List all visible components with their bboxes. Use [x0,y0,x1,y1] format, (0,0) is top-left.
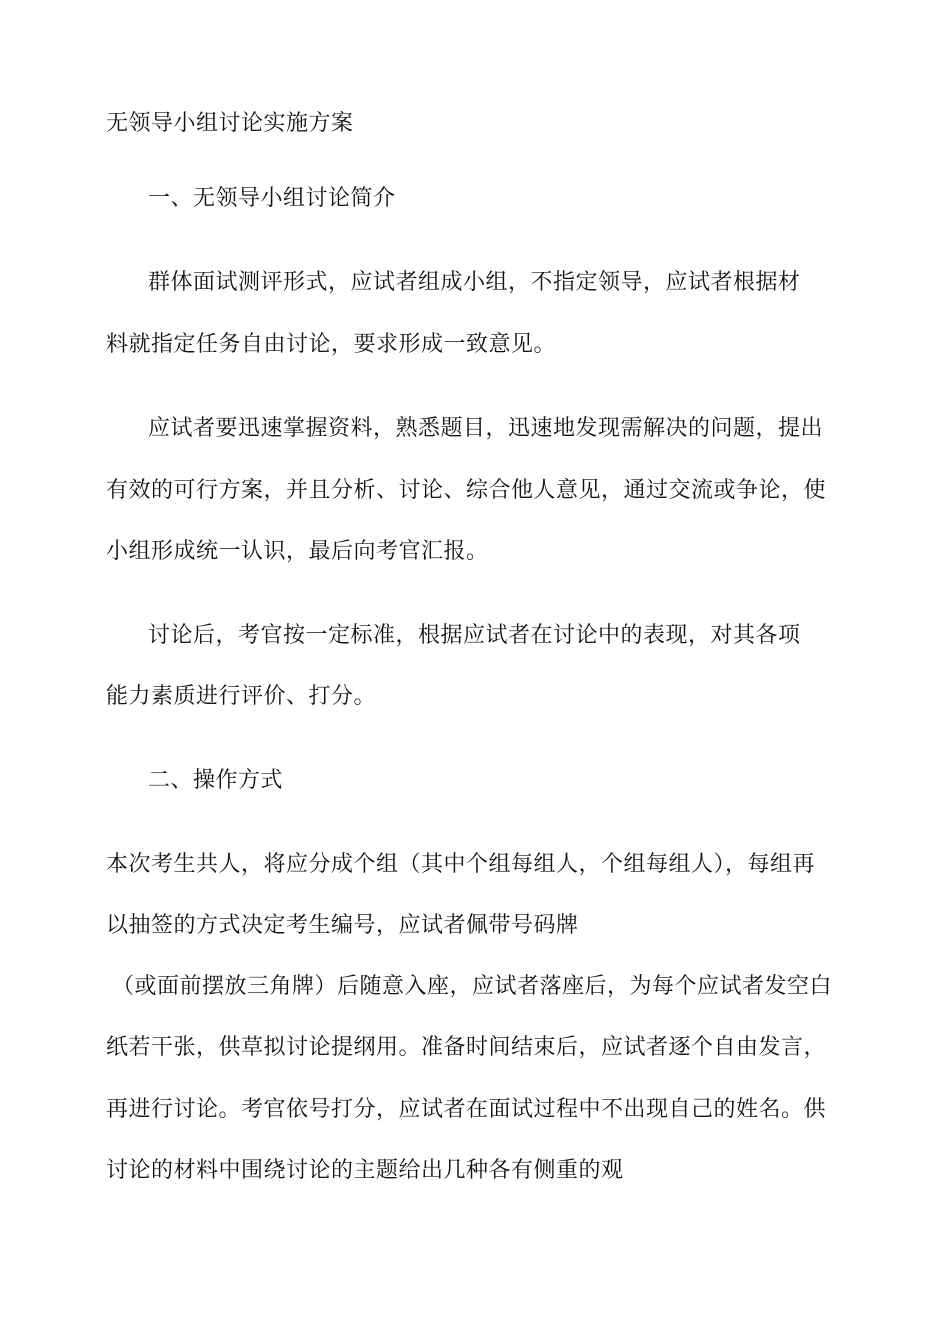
paragraph-line: 有效的可行方案，并且分析、讨论、综合他人意见，通过交流或争论，使 [106,478,827,503]
section-heading-operation: 二、操作方式 [148,768,284,793]
paragraph-line: 料就指定任务自由讨论，要求形成一致意见。 [106,332,557,357]
document-title: 无领导小组讨论实施方案 [106,111,354,136]
paragraph-line: 再进行讨论。考官依号打分，应试者在面试过程中不出现自己的姓名。供 [106,1097,827,1122]
paragraph-line: 讨论后，考官按一定标准，根据应试者在讨论中的表现，对其各项 [148,623,801,648]
paragraph-line: 应试者要迅速掌握资料，熟悉题目，迅速地发现需解决的问题，提出 [148,416,824,441]
paragraph-line: 群体面试测评形式，应试者组成小组，不指定领导，应试者根据材 [148,270,801,295]
paragraph-line: 能力素质进行评价、打分。 [106,684,377,709]
section-heading-intro: 一、无领导小组讨论简介 [148,186,396,211]
paragraph-line: 以抽签的方式决定考生编号，应试者佩带号码牌 [106,913,579,938]
paragraph-line: 讨论的材料中围绕讨论的主题给出几种各有侧重的观 [106,1158,624,1183]
paragraph-line: 小组形成统一认识，最后向考官汇报。 [106,539,489,564]
paragraph-line: 本次考生共人，将应分成个组（其中个组每组人，个组每组人），每组再 [106,852,816,877]
paragraph-line: （或面前摆放三角牌）后随意入座，应试者落座后，为每个应试者发空白 [112,974,833,999]
paragraph-line: 纸若干张，供草拟讨论提纲用。准备时间结束后，应试者逐个自由发言， [106,1035,827,1060]
